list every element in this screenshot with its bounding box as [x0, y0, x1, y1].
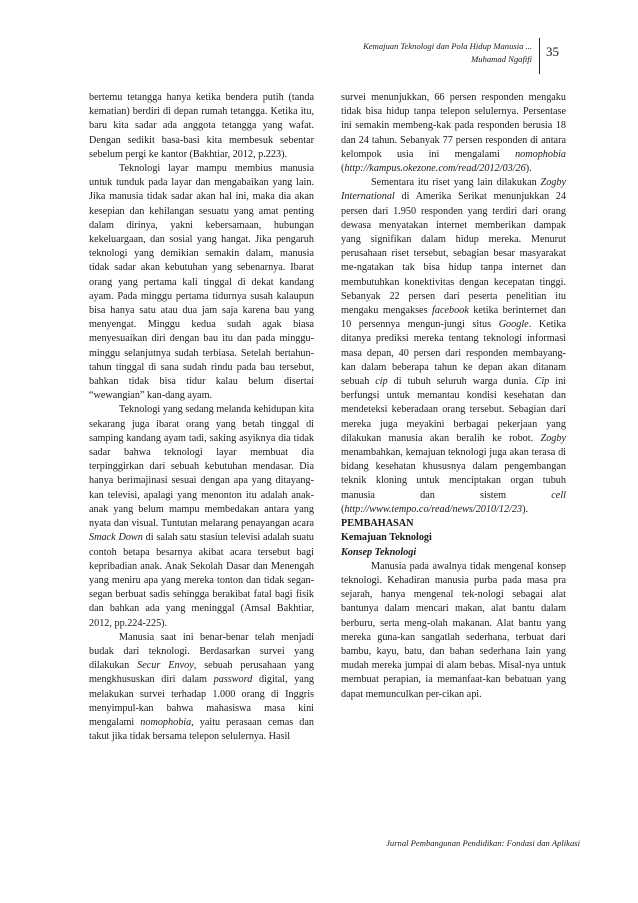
page-number: 35 — [546, 44, 559, 59]
paragraph: bertemu tetangga hanya ketika bendera putih (tanda kematian) berdiri di depan rumah tetangga. Ketika itu, baru kita sadar ada anggota tetangga yang wafat. Dengan sedikit basa-basi kita membesuk sebentar sebelum pergi ke kantor (Bakhtiar, 2012, p.223). — [89, 92, 314, 160]
paragraph: survei menunjukkan, 66 persen responden mengaku tidak bisa hidup tanpa telepon selulernya. Persentase ini semakin membeng-kak pada responden berusia 18 dan 24 tahun. Sebanyak 77 persen responden di antara kelompok usia ini mengalami nomophobia (http://kampus.okezone.com/read/2012/03/26). — [341, 92, 566, 175]
paragraph: Teknologi layar mampu membius manusia untuk tunduk pada layar dan mengabaikan yang lain. Jika manusia tidak sadar akan hal ini, maka dia akan kesepian dan kehilangan sesuatu yang amat penting dalam dirinya, yakni kebersamaan, hubungan kekeluargaan, dan sosial yang hangat. Jika pengaruh teknologi yang demikian semakin dalam, manusia tidak sadar akan kebutuhan yang sebenarnya. Ibarat orang yang pertama kali tinggal di dekat kandang ayam. Pada minggu pertama tidurnya susah kalaupun bisa hanya satu atau dua jam saja karena bau yang menyengat. Minggu kedua sudah agak biasa menyesuaikan diri dengan bau itu dan pada minggu-minggu selanjutnya sudah terbiasa. Setelah bertahun-tahun tinggal di sana sudah rindu pada bau tersebut, bahkan tidak bisa tidur kalau belum disertai “wewangian” kan-dang ayam. — [89, 163, 314, 402]
running-header — [332, 40, 532, 66]
subsubsection-heading: Konsep Teknologi — [341, 546, 417, 558]
subsection-heading: Kemajuan Teknologi — [341, 532, 432, 544]
header-divider — [539, 38, 540, 74]
journal-footer: Jurnal Pembangunan Pendidikan: Fondasi dan Aplikasi — [386, 838, 580, 848]
section-heading: PEMBAHASAN — [341, 518, 414, 530]
header-author: Muhamad Ngafifi — [471, 54, 532, 64]
header-title: Kemajuan Teknologi dan Pola Hidup Manusia ... — [363, 41, 532, 51]
paragraph: Teknologi yang sedang melanda kehidupan kita sekarang juga ibarat orang yang betah tinggal di samping kandang ayam tadi, saking asyiknya dia tidak sadar bahwa teknologi layar membuat dia terpinggirkan dari sebuah kebutuhan mendasar. Dia hanya berimajinasi sesuai dengan apa yang ditayang-kan televisi, apalagi yang menonton itu adalah anak-anak yang belum mampu membedakan antara yang nyata dan visual. Tuntutan melarang penayangan acara Smack Down di salah satu stasiun televisi adalah suatu contoh betapa besarnya akibat acara tersebut bagi kepribadian anak. Anak Sekolah Dasar dan Menengah yang meniru apa yang mereka tonton dan tidak segan-segan berbuat sadis sehingga berakibat fatal bagi fisik dan bahkan ada yang meninggal (Amsal Bakhtiar, 2012, pp.224-225). — [89, 404, 315, 629]
paragraph: Manusia saat ini benar-benar telah menjadi budak dari teknologi. Berdasarkan survei yang dilakukan Secur Envoy, sebuah perusahaan yang mengkhususkan diri dalam password digital, yang melakukan survei terhadap 1.000 orang di Inggris menyimpul-kan bahwa mahasiswa masa kini mengalami nomophobia, yaitu perasaan cemas dan takut jika tidak bersama telepon selulernya. Hasil — [89, 631, 315, 743]
citation-link: http://www.tempo.co/read/news/2010/12/23 — [344, 503, 523, 515]
paragraph: Sementara itu riset yang lain dilakukan Zogby International di Amerika Serikat menunjukkan 24 persen dari 1.950 responden yang terdiri dari orang dewasa menyatakan internet memberikan dampak yang signifikan dalam hidup mereka. Menurut perusahaan riset tersebut, sebagian besar masyarakat me-ngatakan tak bisa hidup tanpa internet dan membutuhkan konektivitas dengan kecepatan tinggi. Sebanyak 22 persen dari peserta penelitian itu mengaku mengakses facebook ketika berinternet dan 10 persennya mengun-jungi situs Google. Ketika ditanya prediksi mereka tentang teknologi informasi masa depan, 40 persen dari responden membayang-kan dalam beberapa tahun ke depan akan ditanam sebuah cip di tubuh seluruh warga dunia. Cip ini berfungsi untuk memantau kondisi kesehatan dan mendeteksi keberadaan orang tersebut. Sebagian dari mereka juga meyakini berbagai pekerjaan yang dilakukan manusia akan beralih ke robot. Zogby menambahkan, kemajuan teknologi juga akan terasa di bidang kesehatan khususnya dalam pengembangan teknik kloning untuk menciptakan organ tubuh manusia dan sistem cell (http://www.tempo.co/read/news/2010/12/23). — [341, 177, 566, 515]
right-column — [341, 91, 566, 702]
left-column — [89, 91, 314, 744]
paragraph: Manusia pada awalnya tidak mengenal konsep teknologi. Kehadiran manusia purba pada masa pra sejarah, hanya mengenal tek-nologi sebagai alat bantunya dalam mencari makan, alat bantu dalam berburu, serta meng-olah makanan. Alat bantu yang mereka guna-kan sangatlah sederhana, terbuat dari bambu, kayu, batu, dan bahan sederhana lain yang mudah mereka jumpai di alam bebas. Misal-nya untuk membuat perapian, ia memanfaat-kan bebatuan yang dapat memunculkan per-cikan api. — [341, 560, 566, 700]
citation-link: http://kampus.okezone.com/read/2012/03/26 — [344, 163, 526, 175]
